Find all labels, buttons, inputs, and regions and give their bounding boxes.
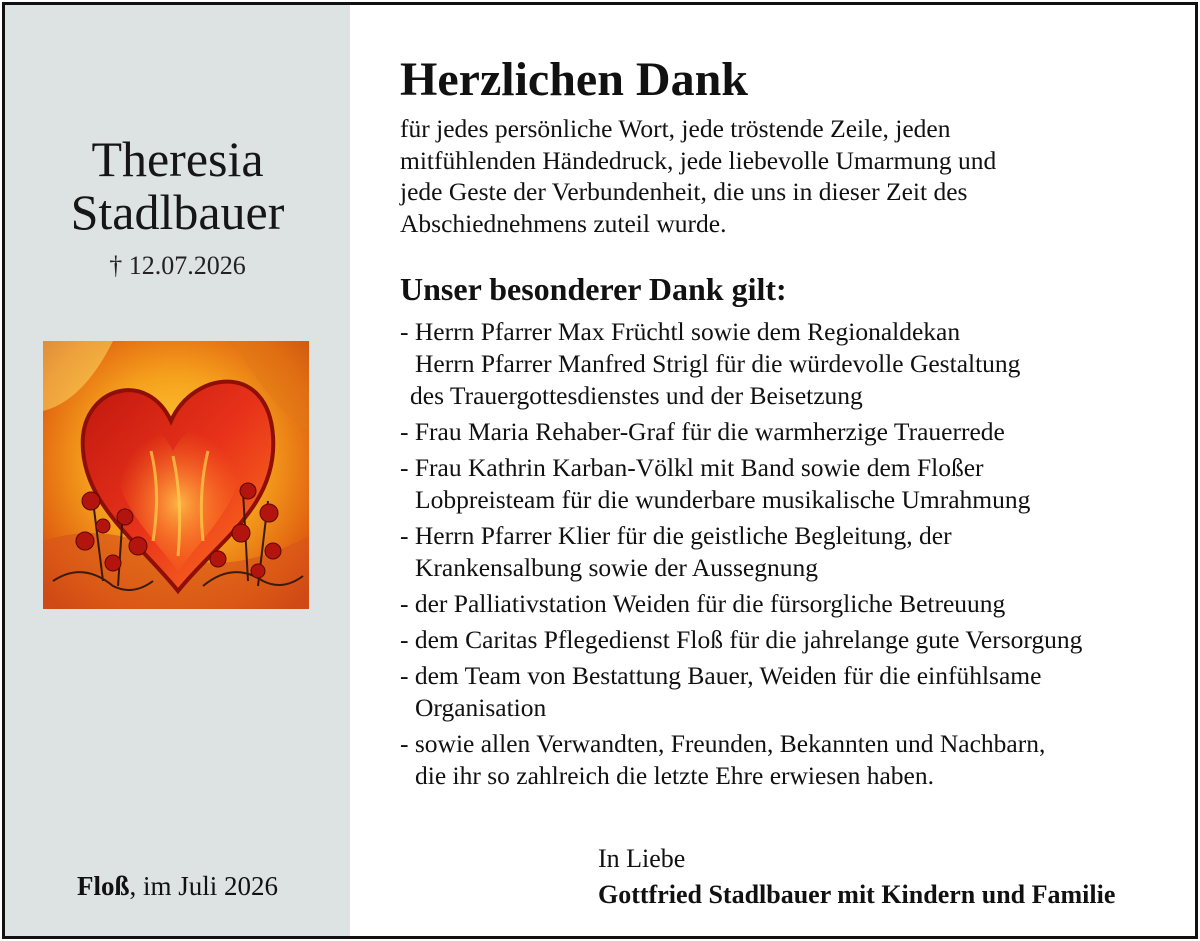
intro-line: jede Geste der Verbundenheit, die uns in dieser Zeit des: [400, 177, 968, 206]
list-item-line: - sowie allen Verwandten, Freunden, Bekannten und Nachbarn,: [400, 729, 1046, 758]
death-date: † 12.07.2026: [109, 251, 246, 280]
list-item-line: - Herrn Pfarrer Klier für die geistliche Begleitung, der: [400, 521, 952, 550]
list-item: [400, 660, 1190, 724]
list-item-line: - Herrn Pfarrer Max Früchtl sowie dem Regionaldekan: [400, 317, 961, 346]
closing-line: In Liebe: [598, 844, 686, 873]
list-item-line: Krankensalbung sowie der Aussegnung: [415, 553, 818, 582]
last-name: Stadlbauer: [70, 184, 285, 240]
list-item-line: - dem Team von Bestattung Bauer, Weiden für die einfühlsame: [400, 661, 1042, 690]
list-item-line: - Frau Kathrin Karban-Völkl mit Band sowie dem Floßer: [400, 453, 984, 482]
list-item-line: des Trauergottesdienstes und der Beisetzung: [410, 381, 863, 410]
list-item-line: Herrn Pfarrer Manfred Strigl für die würdevolle Gestaltung: [415, 349, 1021, 378]
memorial-panel: [5, 5, 350, 936]
list-item-line: Organisation: [415, 693, 547, 722]
intro-line: für jedes persönliche Wort, jede tröstende Zeile, jeden: [400, 114, 951, 143]
list-item: [400, 452, 1190, 516]
list-item-line: die ihr so zahlreich die letzte Ehre erwiesen haben.: [415, 761, 934, 790]
obituary-card: [2, 2, 1198, 939]
closing-block: [598, 841, 1115, 913]
list-item-line: - dem Caritas Pflegedienst Floß für die jahrelange gute Versorgung: [400, 625, 1083, 654]
page-title: Herzlichen Dank: [400, 53, 748, 106]
signature: Gottfried Stadlbauer mit Kindern und Familie: [598, 880, 1116, 909]
section-heading: Unser besonderer Dank gilt:: [400, 271, 787, 307]
place-date: , im Juli 2026: [129, 871, 279, 901]
list-item: [400, 520, 1190, 584]
intro-paragraph: [400, 113, 1140, 239]
thanks-list: [400, 316, 1190, 796]
list-item-line: - der Palliativstation Weiden für die fürsorgliche Betreuung: [400, 589, 1006, 618]
list-item: [400, 316, 1190, 412]
list-item: [400, 588, 1190, 620]
heart-painting-icon: [43, 341, 309, 609]
deceased-name: [5, 133, 350, 239]
list-item: [400, 416, 1190, 448]
intro-line: mitfühlenden Händedruck, jede liebevolle Umarmung und: [400, 145, 997, 175]
first-name: Theresia: [91, 131, 264, 187]
list-item: [400, 728, 1190, 792]
place-and-date: [5, 871, 350, 902]
intro-line: Abschiednehmens zuteil wurde.: [400, 208, 727, 238]
place-name: Floß: [76, 871, 130, 901]
list-item-line: Lobpreisteam für die wunderbare musikalische Umrahmung: [415, 485, 1031, 514]
list-item-line: - Frau Maria Rehaber-Graf für die warmherzige Trauerrede: [400, 417, 1005, 446]
list-item: [400, 624, 1190, 656]
thank-you-text: [400, 5, 1190, 936]
